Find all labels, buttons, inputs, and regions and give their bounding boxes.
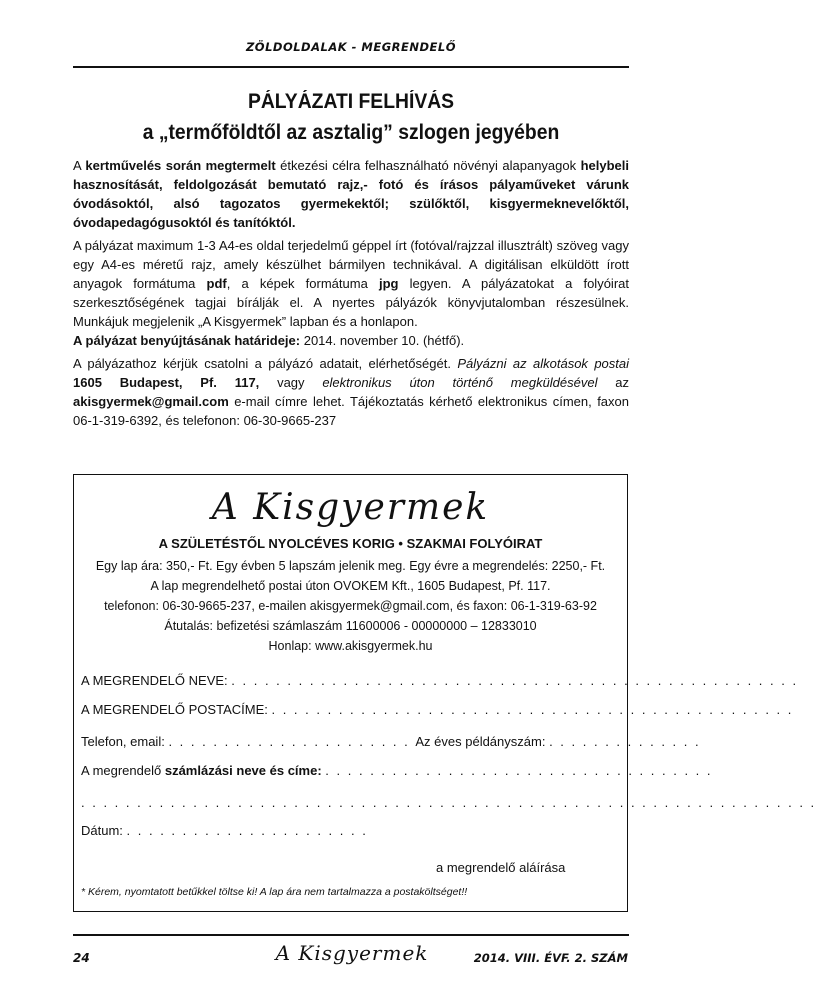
address-dotted-line[interactable]: . . . . . . . . . . . . . . . . . . . . . . . . . . . . . . . . . . . . . . . . . . . . . . .	[271, 702, 794, 717]
header-rule	[73, 66, 629, 68]
signature-label: a megrendelő aláírása	[436, 860, 566, 875]
name-field[interactable]: A MEGRENDELŐ NEVE: . . . . . . . . . . . . . . . . . . . . . . . . . . . . . . . . . . . . . . . . . . . . . . . . . . .	[81, 673, 799, 688]
call-body	[73, 156, 629, 434]
website-info: Honlap: www.akisgyermek.hu	[268, 639, 433, 653]
deadline-label: A pályázat benyújtásának határideje:	[73, 333, 301, 348]
order-form-box	[73, 474, 816, 912]
name-dotted-line[interactable]: . . . . . . . . . . . . . . . . . . . . . . . . . . . . . . . . . . . . . . . . . . . . . . . . . . .	[231, 673, 799, 688]
billing-dotted-line-2[interactable]: . . . . . . . . . . . . . . . . . . . . . . . . . . . . . . . . . . . . . . . . . . . . . . . . . . . . . . . . . . . . . . . . . .	[81, 795, 816, 810]
date-dotted-line[interactable]: . . . . . . . . . . . . . . . . . . . . . .	[126, 823, 368, 838]
order-info	[74, 556, 627, 656]
call-title: PÁLYÁZATI FELHÍVÁS	[247, 90, 455, 113]
footer-rule	[73, 934, 629, 936]
billing-dotted-line[interactable]: . . . . . . . . . . . . . . . . . . . . . . . . . . . . . . . . . . .	[325, 763, 713, 778]
billing-continuation-field[interactable]	[81, 795, 816, 815]
running-header: ZÖLDOLDALAK - MEGRENDELŐ	[245, 40, 457, 54]
contact-info: telefonon: 06-30-9665-237, e-mailen akisgyermek@gmail.com, és faxon: 06-1-319-63-92	[104, 599, 597, 613]
footer-logo: A Kisgyermek	[275, 941, 429, 965]
bank-info: Átutalás: befizetési számlaszám 11600006 - 00000000 – 12833010	[164, 619, 537, 633]
issue-info: 2014. VIII. ÉVF. 2. SZÁM	[473, 951, 628, 965]
copies-label: Az éves példányszám:	[415, 734, 546, 749]
phone-dotted-line[interactable]: . . . . . . . . . . . . . . . . . . . . . .	[168, 734, 416, 749]
copies-dotted-line[interactable]: . . . . . . . . . . . . . .	[549, 734, 701, 749]
form-note: * Kérem, nyomtatott betűkkel töltse ki! A lap ára nem tartalmazza a postaköltséget!!	[81, 886, 468, 898]
postal-info: A lap megrendelhető postai úton OVOKEM Kft., 1605 Budapest, Pf. 117.	[150, 579, 551, 593]
date-field[interactable]: Dátum: . . . . . . . . . . . . . . . . . . . . . .	[81, 823, 368, 838]
page-number: 24	[73, 951, 90, 965]
paragraph-format: A pályázat maximum 1-3 A4-es oldal terjedelmű géppel írt (fotóval/rajzzal illusztrált) szöveg vagy egy A4-es méretű rajz, amely készülhet bármilyen technikával. A digitálisan elküldött írott anyagok formátuma pdf, a képek formátuma jpg legyen. A pályázatokat a folyóirat szerkesztőségének tagjai bírálják el. A nyertes pályázók könyvjutalomban részesülnek. Munkájuk megjelenik „A Kisgyermek” lapban és a honlapon. A pályázat benyújtásának határideje: 2014. november 10. (hétfő).	[73, 238, 629, 348]
paragraph-contact: A pályázathoz kérjük csatolni a pályázó adatait, elérhetőségét. Pályázni az alkotások postai 1605 Budapest, Pf. 117, vagy elektronikus úton történő megküldésével az akisgyermek@gmail.com e-mail címre lehet. Tájékoztatás kérhető elektronikus címen, faxon 06-1-319-6392, és telefonon: 06-30-9665-237	[73, 356, 630, 428]
magazine-logo: A Kisgyermek	[211, 487, 490, 528]
deadline-value: 2014. november 10. (hétfő).	[300, 333, 465, 348]
phone-email-field[interactable]: Telefon, email: . . . . . . . . . . . . . . . . . . . . . . Az éves példányszám: . . . . . . . . . . . . . .	[81, 734, 701, 749]
billing-field[interactable]: A megrendelő számlázási neve és címe: . . . . . . . . . . . . . . . . . . . . . . . . . . . . . . . . . . .	[81, 763, 713, 778]
call-subtitle: a „termőföldtől az asztalig” szlogen jegyében	[142, 121, 560, 144]
magazine-subtitle: A SZÜLETÉSTŐL NYOLCÉVES KORIG • SZAKMAI FOLYÓIRAT	[158, 536, 543, 551]
paragraph-intro: A kertművelés során megtermelt étkezési célra felhasználható növényi alapanyagok helybeli hasznosítását, feldolgozását bemutató rajz,- fotó és írásos pályaműveket várunk óvodásoktól, alsó tagozatos gyermekektől; szülőktől, kisgyermeknevelőktől, óvodapedagógusoktól és tanítóktól.	[73, 158, 629, 230]
price-info: Egy lap ára: 350,- Ft. Egy évben 5 lapszám jelenik meg. Egy évre a megrendelés: 2250,- Ft.	[95, 559, 606, 573]
address-field[interactable]: A MEGRENDELŐ POSTACÍME: . . . . . . . . . . . . . . . . . . . . . . . . . . . . . . . . . . . . . . . . . . . . . . .	[81, 702, 794, 717]
